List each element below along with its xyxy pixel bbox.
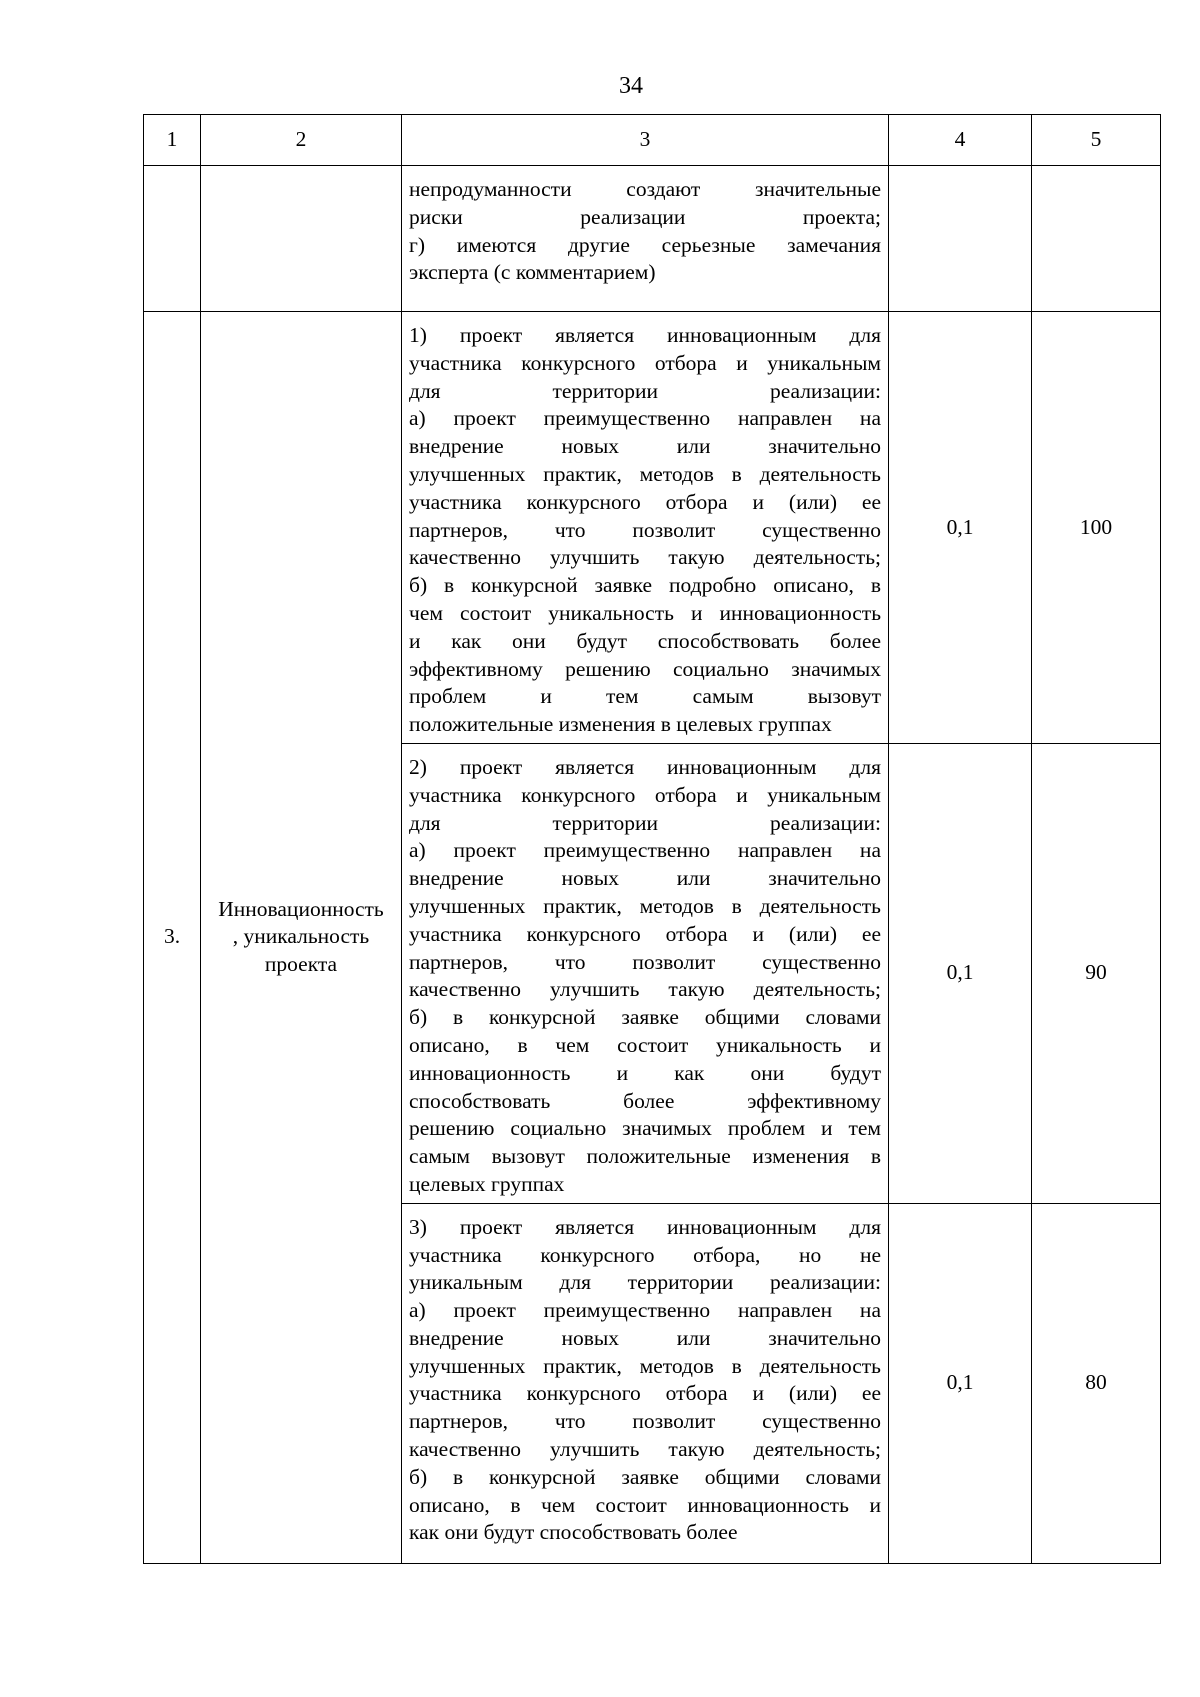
description-line: участника конкурсного отбора и уникальным xyxy=(409,350,881,375)
description-line: решению социально значимых проблем и тем xyxy=(409,1116,881,1141)
description-line: а) проект преимущественно направлен на xyxy=(409,1298,881,1323)
description-line: а) проект преимущественно направлен на xyxy=(409,406,881,431)
criterion-cell-empty xyxy=(201,166,402,312)
description-line: описано, в чем состоит инновационность и xyxy=(409,1492,881,1517)
description-line: партнеров, что позволит существенно xyxy=(409,1409,881,1434)
description-line: улучшенных практик, методов в деятельность xyxy=(409,461,881,486)
criterion-name-line: , уникальность xyxy=(232,924,370,949)
description-line: внедрение новых или значительно xyxy=(409,1325,881,1350)
description-line: участника конкурсного отбора и (или) ее xyxy=(409,921,881,946)
description-line: инновационность и как они будут xyxy=(409,1060,881,1085)
criterion-name xyxy=(201,312,402,1564)
table-header-row xyxy=(144,115,1161,166)
score-cell: 100 xyxy=(1032,312,1161,744)
description-line: качественно улучшить такую деятельность; xyxy=(409,545,881,570)
description-line: непродуманности создают значительные xyxy=(409,177,881,201)
description-line: участника конкурсного отбора и (или) ее xyxy=(409,489,881,514)
description-line: г) имеются другие серьезные замечания xyxy=(409,232,881,257)
score-cell-empty xyxy=(1032,166,1161,312)
table-row-continuation xyxy=(144,166,1161,312)
score-cell: 80 xyxy=(1032,1203,1161,1563)
description-line: описано, в чем состоит уникальность и xyxy=(409,1032,881,1057)
header-cell-5: 5 xyxy=(1032,115,1161,166)
description-line: способствовать более эффективному xyxy=(409,1088,881,1113)
table-row-variant-1 xyxy=(144,312,1161,744)
description-line: самым вызовут положительные изменения в xyxy=(409,1144,881,1169)
description-line: проблем и тем самым вызовут xyxy=(409,684,881,709)
description-line: б) в конкурсной заявке подробно описано, в xyxy=(409,573,881,598)
criterion-number: 3. xyxy=(144,312,201,1564)
description-line: целевых группах xyxy=(409,1171,565,1196)
criteria-table xyxy=(143,114,1161,1564)
header-cell-4: 4 xyxy=(889,115,1032,166)
description-line: 1) проект является инновационным для xyxy=(409,323,881,347)
description-line: партнеров, что позволит существенно xyxy=(409,517,881,542)
description-line: улучшенных практик, методов в деятельность xyxy=(409,893,881,918)
weight-cell: 0,1 xyxy=(889,1203,1032,1563)
description-line: б) в конкурсной заявке общими словами xyxy=(409,1005,881,1030)
description-line: для территории реализации: xyxy=(409,378,881,403)
description-cell xyxy=(402,312,889,744)
weight-cell-empty xyxy=(889,166,1032,312)
description-line: внедрение новых или значительно xyxy=(409,434,881,459)
description-line: для территории реализации: xyxy=(409,810,881,835)
header-cell-3: 3 xyxy=(402,115,889,166)
description-line: положительные изменения в целевых группах xyxy=(409,712,832,737)
description-line: уникальным для территории реализации: xyxy=(409,1270,881,1295)
description-line: качественно улучшить такую деятельность; xyxy=(409,1437,881,1462)
description-line: как они будут способствовать более xyxy=(409,1520,738,1545)
criterion-name-line: проекта xyxy=(264,952,338,977)
description-line: чем состоит уникальность и инновационность xyxy=(409,600,881,625)
criterion-name-line: Инновационность xyxy=(218,896,384,921)
description-line: партнеров, что позволит существенно xyxy=(409,949,881,974)
number-cell-empty xyxy=(144,166,201,312)
description-cell xyxy=(402,743,889,1203)
description-cell xyxy=(402,166,889,312)
description-line: эффективному решению социально значимых xyxy=(409,656,881,681)
description-line: и как они будут способствовать более xyxy=(409,628,881,653)
description-line: эксперта (с комментарием) xyxy=(409,260,656,285)
description-line: внедрение новых или значительно xyxy=(409,866,881,891)
description-line: б) в конкурсной заявке общими словами xyxy=(409,1464,881,1489)
description-line: 3) проект является инновационным для xyxy=(409,1214,881,1239)
header-cell-2: 2 xyxy=(201,115,402,166)
description-line: а) проект преимущественно направлен на xyxy=(409,838,881,863)
description-line: качественно улучшить такую деятельность; xyxy=(409,977,881,1002)
description-cell xyxy=(402,1203,889,1563)
header-cell-1: 1 xyxy=(144,115,201,166)
description-line: участника конкурсного отбора и уникальным xyxy=(409,782,881,807)
description-line: улучшенных практик, методов в деятельность xyxy=(409,1353,881,1378)
score-cell: 90 xyxy=(1032,743,1161,1203)
description-line: участника конкурсного отбора и (или) ее xyxy=(409,1381,881,1406)
description-line: риски реализации проекта; xyxy=(409,204,881,229)
weight-cell: 0,1 xyxy=(889,743,1032,1203)
description-line: участника конкурсного отбора, но не xyxy=(409,1242,881,1267)
weight-cell: 0,1 xyxy=(889,312,1032,744)
page-number: 34 xyxy=(619,73,643,99)
description-line: 2) проект является инновационным для xyxy=(409,754,881,779)
